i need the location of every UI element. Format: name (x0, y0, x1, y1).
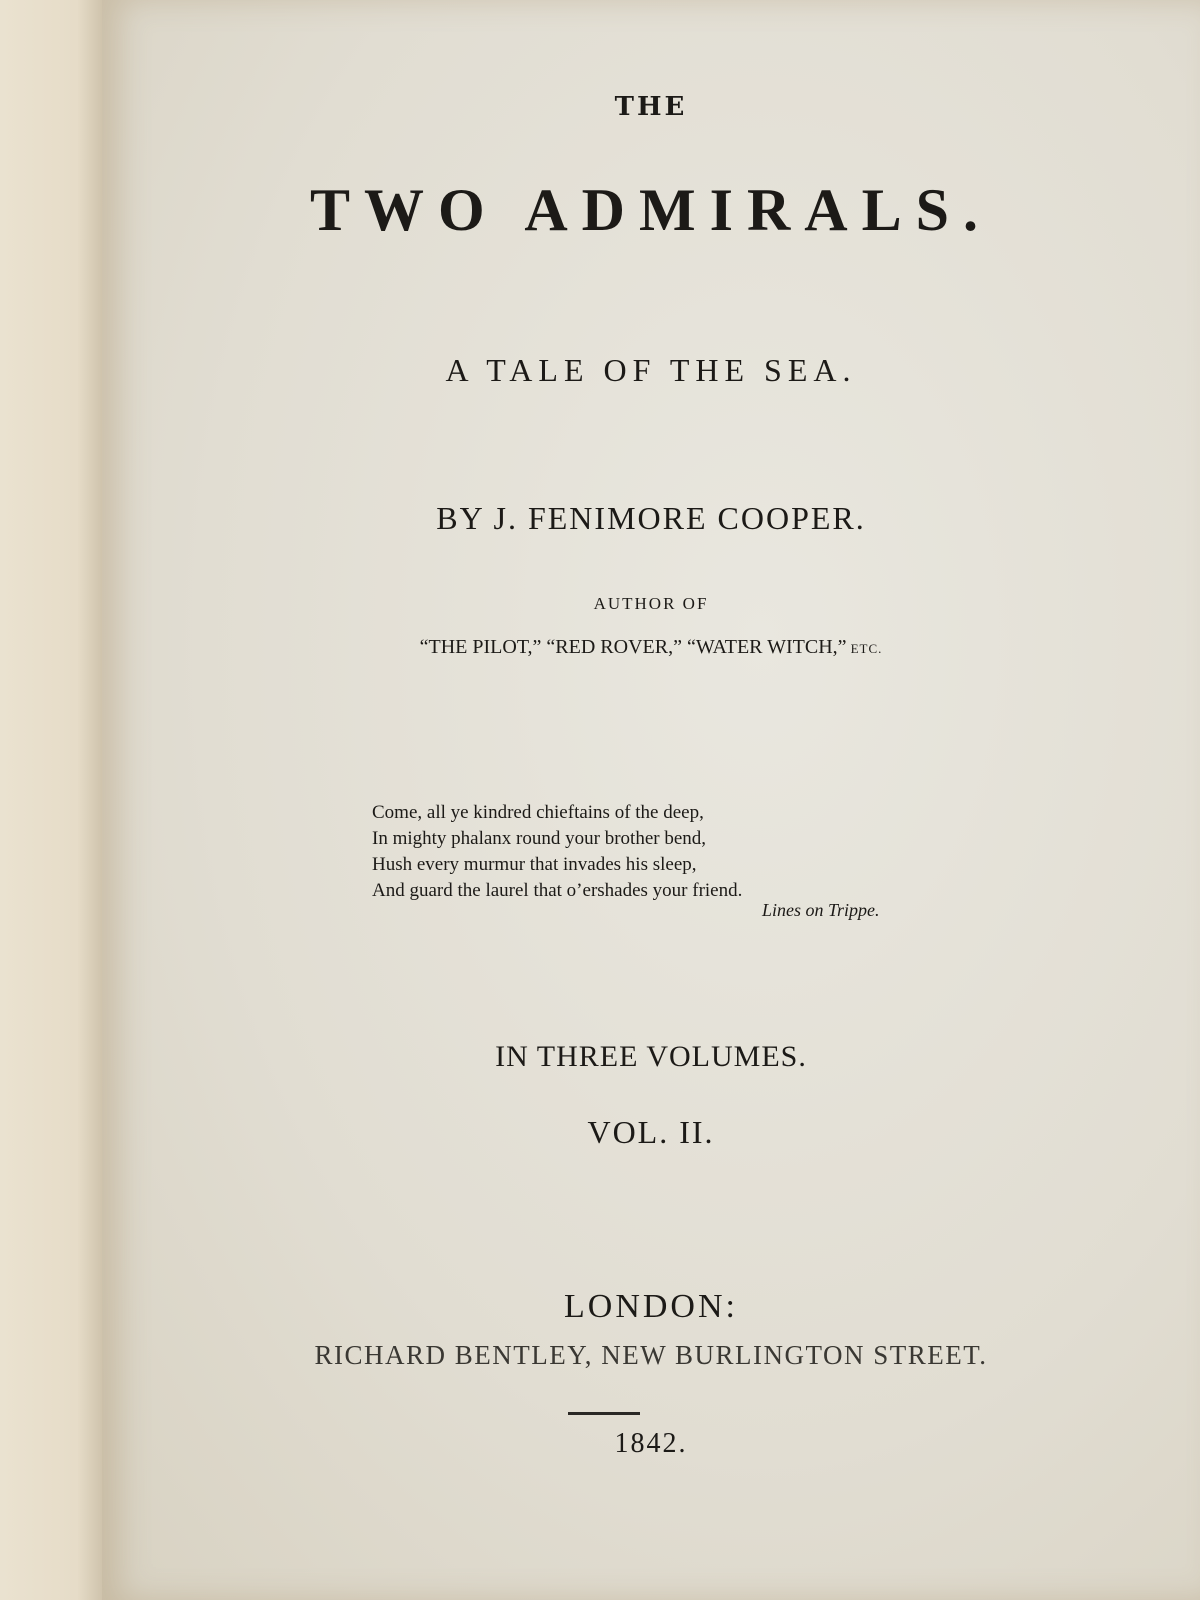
volumes-note: IN THREE VOLUMES. (495, 1040, 807, 1073)
epigraph-attribution: Lines on Trippe. (762, 900, 880, 920)
epigraph-line: Hush every murmur that invades his sleep, (372, 854, 697, 875)
epigraph-line: In mighty phalanx round your brother bend, (372, 828, 707, 849)
epigraph-line: And guard the laurel that o’ershades your friend. (372, 880, 743, 901)
title-article: THE (614, 92, 688, 122)
author-byline: BY J. FENIMORE COOPER. (436, 500, 866, 536)
other-works-list: “THE PILOT,” “RED ROVER,” “WATER WITCH,” (419, 636, 847, 658)
publication-year: 1842. (614, 1428, 688, 1459)
facing-page-edge (0, 0, 110, 1600)
divider-rule (568, 1412, 640, 1415)
book-title: TWO ADMIRALS. (309, 177, 993, 243)
imprint-city: LONDON: (564, 1288, 738, 1325)
epigraph (372, 800, 742, 904)
book-subtitle: A TALE OF THE SEA. (445, 352, 857, 388)
publisher: RICHARD BENTLEY, NEW BURLINGTON STREET. (314, 1340, 988, 1370)
etc-label: ETC. (850, 641, 883, 656)
author-of-label: AUTHOR OF (593, 594, 709, 613)
epigraph-line: Come, all ye kindred chieftains of the deep, (372, 802, 704, 823)
other-works (102, 636, 1200, 659)
title-page (102, 0, 1200, 1600)
volume-number: VOL. II. (587, 1114, 715, 1150)
